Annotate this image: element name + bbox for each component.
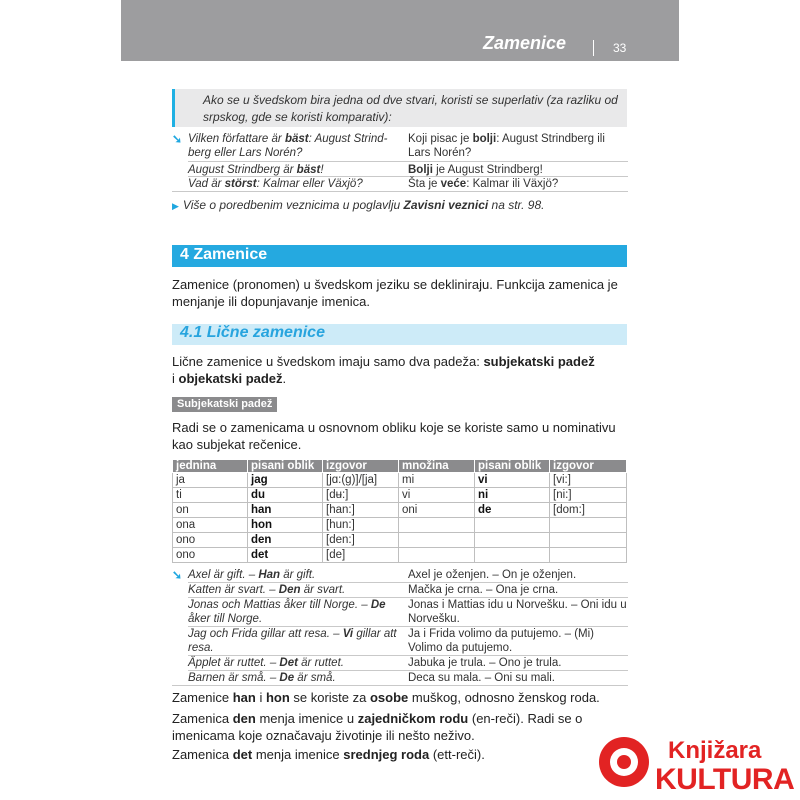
table-cell: hon bbox=[248, 518, 323, 533]
example-arrow-icon: ➘ bbox=[172, 568, 183, 582]
table-cell bbox=[475, 533, 550, 548]
note-box: Ako se u švedskom bira jedna od dve stvari, koristi se superlativ (za razliku od srpskog, gde se koristi komparativ): bbox=[172, 89, 627, 127]
table-cell: han bbox=[248, 503, 323, 518]
column-header: pisani oblik bbox=[248, 460, 323, 473]
running-title: Zamenice bbox=[483, 33, 567, 53]
table-cell: [dom:] bbox=[550, 503, 627, 518]
subsection-intro: Lične zamenice u švedskom imaju samo dva padeža: subjekatski padež i objekatski padež. bbox=[172, 354, 595, 386]
usage-note-den: Zamenica den menja imenice u zajedničkom rodu (en-reči). Radi se o imenicama koje označavaju životinje ili nešto neživo. bbox=[172, 711, 583, 743]
example-serbian: Jabuka je trula. – Ono je trula. bbox=[408, 657, 562, 669]
logo-text-top: Knjižara bbox=[668, 737, 762, 764]
usage-note-han-hon: Zamenice han i hon se koriste za osobe muškog, odnosno ženskog roda. bbox=[172, 690, 600, 705]
section-intro: Zamenice (pronomen) u švedskom jeziku se dekliniraju. Funkcija zamenica je menjanje ili dopunjavanje imenica. bbox=[172, 277, 618, 309]
pronoun-table bbox=[172, 459, 627, 563]
example-swedish: Jonas och Mattias åker till Norge. – De åker till Norge. bbox=[188, 599, 386, 625]
table-row bbox=[173, 518, 627, 533]
table-cell: vi bbox=[475, 473, 550, 488]
table-cell bbox=[399, 518, 475, 533]
table-cell: [han:] bbox=[323, 503, 399, 518]
example-arrow-icon: ➘ bbox=[172, 132, 183, 146]
table-header-row bbox=[173, 460, 627, 473]
example-serbian: Ja i Frida volimo da putujemo. – (Mi) Volimo da putujemo. bbox=[408, 628, 594, 654]
table-cell bbox=[399, 548, 475, 563]
table-cell: [vi:] bbox=[550, 473, 627, 488]
table-cell: [den:] bbox=[323, 533, 399, 548]
table-cell: den bbox=[248, 533, 323, 548]
example-serbian: Axel je oženjen. – On je oženjen. bbox=[408, 569, 577, 581]
example-swedish: Vilken författare är bäst: August Strind- berg eller Lars Norén? bbox=[188, 133, 388, 159]
example-serbian: Mačka je crna. – Ona je crna. bbox=[408, 584, 559, 596]
table-cell: ono bbox=[173, 548, 248, 563]
table-cell: ono bbox=[173, 533, 248, 548]
table-cell: [de] bbox=[323, 548, 399, 563]
table-cell bbox=[399, 533, 475, 548]
example-divider bbox=[188, 161, 628, 162]
example-swedish: August Strindberg är bäst! bbox=[188, 164, 324, 176]
table-cell bbox=[550, 548, 627, 563]
column-header: izgovor bbox=[323, 460, 399, 473]
header-separator bbox=[593, 40, 594, 56]
section-heading bbox=[172, 245, 627, 267]
table-cell: ona bbox=[173, 518, 248, 533]
page-header bbox=[121, 0, 679, 61]
example-serbian: Koji pisac je bolji: August Strindberg ili Lars Norén? bbox=[408, 133, 605, 159]
table-cell: [jɑ:(g)]/[ja] bbox=[323, 473, 399, 488]
kultura-logo-icon bbox=[599, 737, 649, 787]
table-cell: vi bbox=[399, 488, 475, 503]
example-serbian: Bolji je August Strindberg! bbox=[408, 164, 543, 176]
cross-reference: ▶ Više o poredbenim veznicima u poglavlju Zavisni veznici na str. 98. bbox=[172, 198, 545, 212]
example-swedish: Jag och Frida gillar att resa. – Vi gillar att resa. bbox=[188, 628, 397, 654]
triangle-icon: ▶ bbox=[172, 201, 179, 211]
table-row bbox=[173, 548, 627, 563]
example-swedish: Vad är störst: Kalmar eller Växjö? bbox=[188, 178, 363, 190]
table-cell: de bbox=[475, 503, 550, 518]
table-row bbox=[173, 488, 627, 503]
column-header: pisani oblik bbox=[475, 460, 550, 473]
table-cell: du bbox=[248, 488, 323, 503]
case-description: Radi se o zamenicama u osnovnom obliku koje se koriste samo u nominativu kao subjekat rečenice. bbox=[172, 420, 616, 452]
table-cell: on bbox=[173, 503, 248, 518]
table-cell: det bbox=[248, 548, 323, 563]
table-cell bbox=[550, 533, 627, 548]
example-swedish: Barnen är små. – De är små. bbox=[188, 672, 336, 684]
table-cell: [hun:] bbox=[323, 518, 399, 533]
section-title: 4 Zamenice bbox=[180, 246, 268, 263]
example-serbian: Šta je veće: Kalmar ili Växjö? bbox=[408, 178, 559, 190]
table-row bbox=[173, 533, 627, 548]
logo-text-bottom: KULTURA bbox=[655, 763, 795, 796]
subsection-heading bbox=[172, 324, 627, 345]
page-number: 33 bbox=[613, 41, 627, 55]
table-cell: ti bbox=[173, 488, 248, 503]
example-swedish: Äpplet är ruttet. – Det är ruttet. bbox=[188, 657, 344, 669]
column-header: izgovor bbox=[550, 460, 627, 473]
table-cell: ni bbox=[475, 488, 550, 503]
table-row bbox=[173, 473, 627, 488]
table-cell: oni bbox=[399, 503, 475, 518]
table-cell: [dʉ:] bbox=[323, 488, 399, 503]
example-serbian: Deca su mala. – Oni su mali. bbox=[408, 672, 556, 684]
column-header: množina bbox=[399, 460, 475, 473]
table-cell bbox=[550, 518, 627, 533]
example-swedish: Axel är gift. – Han är gift. bbox=[188, 569, 316, 581]
example-serbian: Jonas i Mattias idu u Norvešku. – Oni idu u Norvešku. bbox=[408, 599, 627, 625]
usage-note-det: Zamenica det menja imenice srednjeg roda (ett-reči). bbox=[172, 747, 485, 762]
column-header: jednina bbox=[173, 460, 248, 473]
case-label: Subjekatski padež bbox=[172, 397, 277, 412]
example-divider bbox=[172, 191, 628, 192]
table-row bbox=[173, 503, 627, 518]
table-cell: [ni:] bbox=[550, 488, 627, 503]
example-divider bbox=[172, 685, 628, 686]
table-cell: jag bbox=[248, 473, 323, 488]
table-cell: mi bbox=[399, 473, 475, 488]
table-cell bbox=[475, 518, 550, 533]
table-cell: ja bbox=[173, 473, 248, 488]
example-swedish: Katten är svart. – Den är svart. bbox=[188, 584, 346, 596]
subsection-title: 4.1 Lične zamenice bbox=[180, 324, 325, 341]
table-cell bbox=[475, 548, 550, 563]
